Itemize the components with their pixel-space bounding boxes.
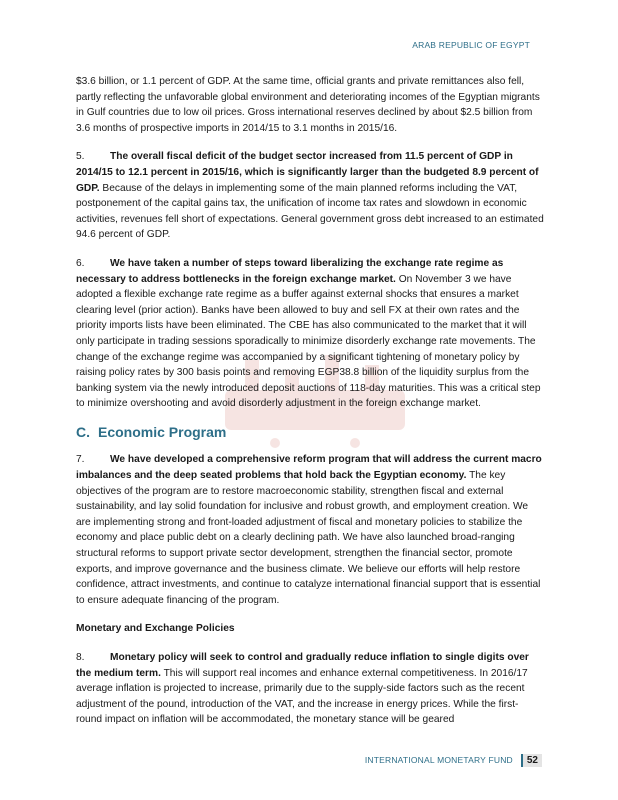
paragraph-5	[76, 149, 544, 243]
section-title: Economic Program	[98, 423, 227, 440]
paragraph-6	[76, 256, 544, 412]
body-content	[76, 74, 544, 741]
paragraph-text: This will support real incomes and enhance external competitiveness. In 2016/17 average inflation is projected to increase, primarily due to the supply-side factors such as the recent adjustment of the pound, introduction of the VAT, and the increase in energy prices. While the first-round impact on inflation will be accommodated, the monetary stance will be geared	[76, 667, 528, 726]
paragraph-lead-bold: Monetary policy will seek to control and gradually reduce inflation to single digits over the medium term.	[76, 652, 529, 679]
page-number: 52	[521, 754, 542, 767]
paragraph-lead-bold: The overall fiscal deficit of the budget sector increased from 11.5 percent of GDP in 2014/15 to 12.1 percent in 2015/16, which is significantly larger than the budgeted 8.9 percent of GDP.	[76, 151, 539, 194]
paragraph-lead-bold: We have developed a comprehensive reform program that will address the current macro imbalances and the deep seated problems that hold back the Egyptian economy.	[76, 454, 542, 482]
page-footer	[0, 752, 542, 768]
paragraph-number: 7.	[76, 454, 85, 466]
paragraph-text: The key objectives of the program are to restore macroeconomic stability, strengthen fiscal and external sustainability, and lay solid foundation for inclusive and robust growth, and employment creation. We are implementing strong and front-loaded adjustment of fiscal and monetary policies to stabilize the economy and place public debt on a clearly declining path. We have also launched broad-ranging structural reforms to support private sector development, strengthen the financial sector, promote exports, and improve governance and the business climate. We believe our efforts will help restore confidence, attract investments, and continue to catalyze international financial support that is essential to ensure adequate financing of the program.	[76, 470, 541, 606]
section-heading	[76, 425, 544, 441]
section-letter: C.	[76, 423, 90, 440]
paragraph-8	[76, 650, 544, 728]
paragraph-continued	[76, 74, 544, 136]
paragraph-number: 8.	[76, 652, 85, 663]
paragraph-number: 5.	[76, 151, 85, 163]
footer-label: INTERNATIONAL MONETARY FUND	[364, 755, 513, 765]
running-header: ARAB REPUBLIC OF EGYPT	[412, 40, 530, 50]
paragraph-7	[76, 452, 544, 608]
subsection-heading: Monetary and Exchange Policies	[76, 623, 235, 635]
paragraph-number: 6.	[76, 257, 85, 269]
paragraph-lead-bold: We have taken a number of steps toward liberalizing the exchange rate regime as necessary to address bottlenecks in the foreign exchange market.	[76, 257, 504, 285]
paragraph-text: On November 3 we have adopted a flexible exchange rate regime as a buffer against external shocks that ensures a market clearing level (prior action). Banks have been allowed to buy and sell FX at their own rates and the priority imports lists have been eliminated. The CBE has also communicated to the market that it will only participate in trading sessions sporadically to minimize disorderly exchange rate movements. The change of the exchange regime was accompanied by a significant tightening of monetary policy by raising policy rates by 300 basis points and removing EGP38.8 billion of the liquidity surplus from the banking system via the newly introduced deposit auctions of 118-day maturities. This was a critical step to minimize overshooting and avoid disorderly adjustment in the foreign exchange market.	[76, 273, 541, 410]
paragraph-text: Because of the delays in implementing some of the main planned reforms including the VAT, postponement of the capital gains tax, the unification of income tax rates and slowdown in economic activities, revenues fell short of expectations. General government gross debt increased to an estimated 94.6 percent of GDP.	[76, 182, 544, 241]
paragraph-text: $3.6 billion, or 1.1 percent of GDP. At the same time, official grants and private remittances also fell, partly reflecting the unfavorable global environment and deteriorating incomes of the Egyptian migrants in Gulf countries due to low oil prices. Gross international reserves declined by about $2.5 billion from 3.6 months of prospective imports in 2014/15 to 3.1 months in 2015/16.	[76, 76, 540, 134]
